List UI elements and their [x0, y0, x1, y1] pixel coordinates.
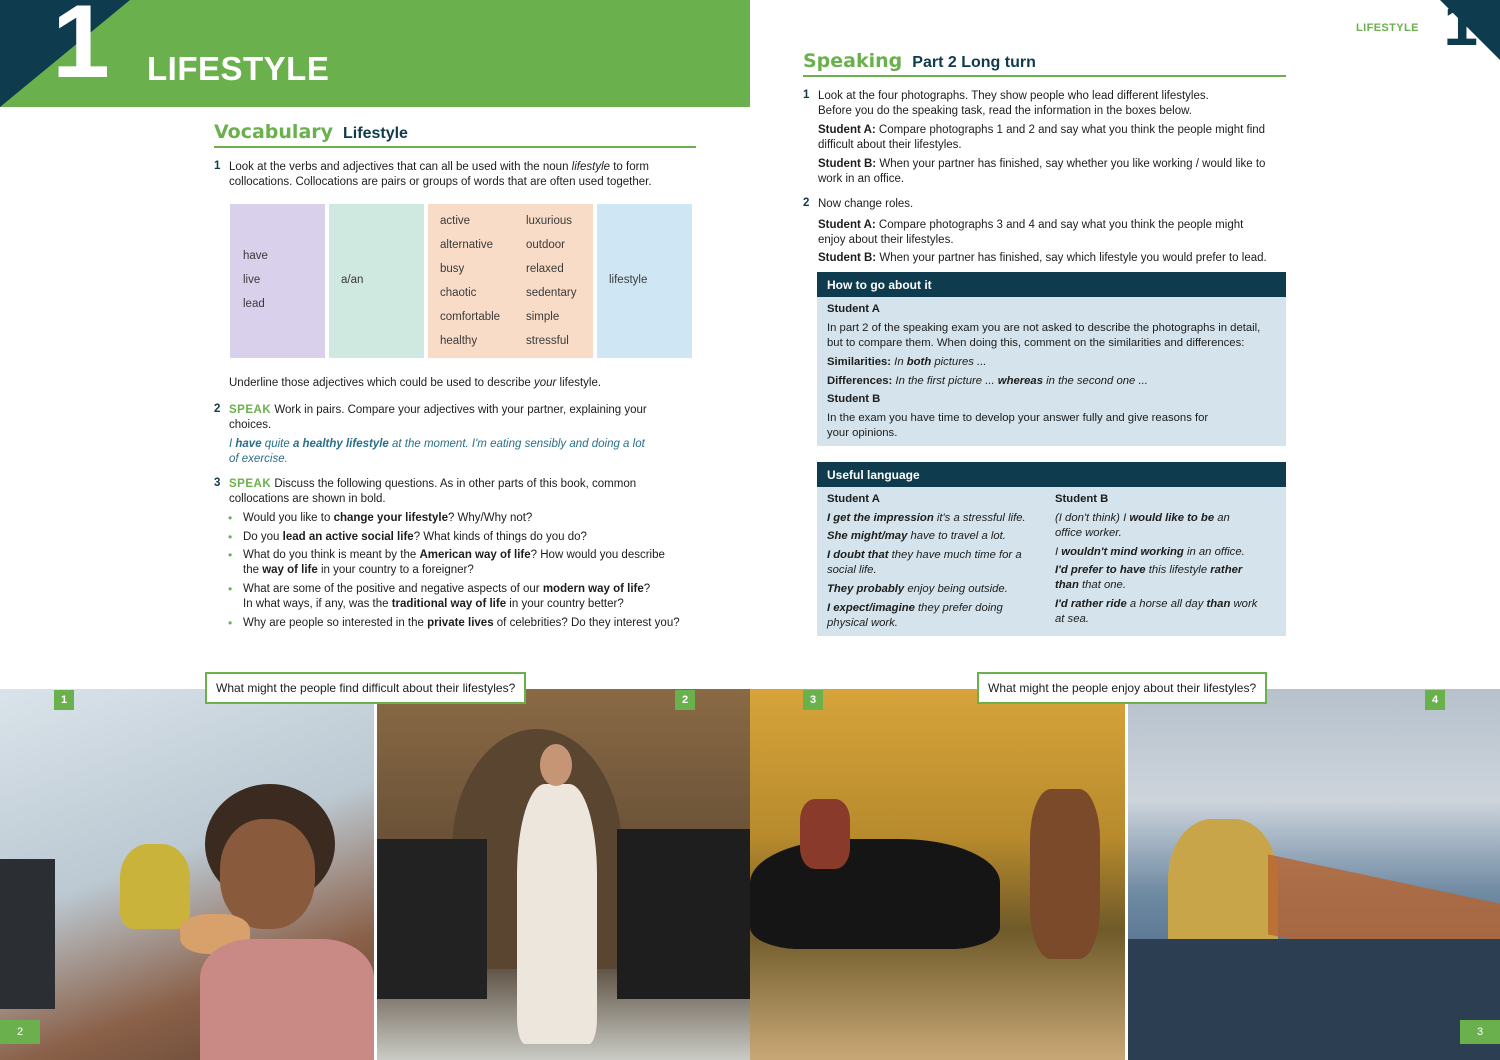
- adjective-word: outdoor: [526, 239, 566, 251]
- exercise-number: 3: [214, 477, 221, 489]
- phrase-a: I get the impression it's a stressful life.: [827, 512, 1026, 524]
- monitor-shape: [0, 859, 55, 1009]
- student-a-head: Student A: [827, 303, 880, 315]
- underline-instruction: Underline those adjectives which could be used to describe your lifestyle.: [229, 377, 602, 389]
- phrase-a: I doubt that they have much time for a social life.: [827, 549, 1022, 576]
- differences-phrase: Differences: In the first picture ... whereas in the second one ...: [827, 375, 1148, 387]
- phrase-a: I expect/imagine they prefer doing physical work.: [827, 602, 1003, 629]
- exercise-number: 1: [803, 89, 810, 101]
- adjective-word: chaotic: [440, 287, 477, 299]
- verb-word: live: [243, 274, 261, 286]
- question-bullet: • Why are people so interested in the private lives of celebrities? Do they interest you?: [228, 616, 698, 631]
- photo-number-tag: 2: [675, 690, 695, 710]
- exercise-2-instruction: SPEAK Work in pairs. Compare your adjectives with your partner, explaining your choices.: [229, 404, 647, 431]
- how-to-title: How to go about it: [817, 272, 1286, 297]
- boat-deck-shape: [1128, 939, 1500, 1060]
- phrase-b: I wouldn't mind working in an office.: [1055, 546, 1245, 558]
- phrase-b: (I don't think) I would like to be an office worker.: [1055, 512, 1230, 539]
- exercise-number: 2: [803, 197, 810, 209]
- adjective-word: comfortable: [440, 311, 501, 323]
- speaking-ex1-instruction: Look at the four photographs. They show people who lead different lifestyles. Before you do the speaking task, read the information in the boxes below.: [818, 90, 1209, 117]
- student-b-head: Student B: [827, 393, 881, 405]
- page-number-right: 3: [1460, 1020, 1500, 1044]
- background-person-shape: [120, 844, 190, 929]
- vocabulary-title: Vocabulary: [214, 121, 334, 143]
- phrase-b: I'd prefer to have this lifestyle rather than that one.: [1055, 564, 1243, 591]
- photo-question-enjoy: What might the people enjoy about their lifestyles?: [977, 672, 1267, 704]
- article-column: [329, 204, 424, 358]
- photo-fisherman: [1128, 689, 1500, 1060]
- adjective-word: alternative: [440, 239, 494, 251]
- chapter-banner: [0, 0, 750, 107]
- cattle-shape: [750, 839, 1000, 949]
- audience-left-shape: [377, 839, 487, 999]
- verb-word: have: [243, 250, 268, 262]
- useful-student-a-head: Student A: [827, 493, 880, 505]
- useful-language-box: [817, 462, 1286, 636]
- speaking-ex2-student-b: Student B: When your partner has finished, say which lifestyle you would prefer to lead.: [818, 252, 1267, 264]
- useful-student-b-head: Student B: [1055, 493, 1109, 505]
- photo-office-worker: [0, 689, 374, 1060]
- vocabulary-heading: [214, 121, 696, 148]
- corner-chapter-number: 1: [1443, 0, 1478, 59]
- adjective-word: simple: [526, 311, 560, 323]
- rider-left-shape: [800, 799, 850, 869]
- face-shape: [220, 819, 315, 929]
- verb-word: lead: [243, 298, 265, 310]
- audience-right-shape: [617, 829, 750, 999]
- photo-number-tag: 1: [54, 690, 74, 710]
- phrase-b: I'd rather ride a horse all day than work at sea.: [1055, 598, 1258, 625]
- how-to-box: [817, 272, 1286, 446]
- speaking-heading: [803, 50, 1286, 77]
- adjective-word: healthy: [440, 335, 478, 347]
- page-number-left: 2: [0, 1020, 40, 1044]
- photo-question-difficult: What might the people find difficult about their lifestyles?: [205, 672, 526, 704]
- question-bullet: • What do you think is meant by the American way of life? How would you describe the way of life in your country to a foreigner?: [228, 548, 698, 577]
- noun-column: [597, 204, 692, 358]
- chapter-title: LIFESTYLE: [147, 50, 330, 87]
- speaking-title: Speaking: [803, 50, 903, 72]
- adjective-word: luxurious: [526, 215, 573, 227]
- adjective-word: active: [440, 215, 471, 227]
- photo-number-tag: 3: [803, 690, 823, 710]
- phrase-a: She might/may have to travel a lot.: [827, 530, 1006, 542]
- student-a-advice: In part 2 of the speaking exam you are not asked to describe the photographs in detail, but to compare them. When doing this, comment on the similarities and differences:: [827, 322, 1261, 349]
- adjective-word: busy: [440, 263, 465, 275]
- photo-number-tag: 4: [1425, 690, 1445, 710]
- photo-cattle-drive: [750, 689, 1125, 1060]
- chapter-number: 1: [52, 0, 110, 100]
- adjective-word: sedentary: [526, 287, 577, 299]
- noun-word: lifestyle: [609, 274, 648, 286]
- question-bullet: • Do you lead an active social life? What kinds of things do you do?: [228, 530, 698, 545]
- speaking-ex1-student-a: Student A: Compare photographs 1 and 2 and say what you think the people might find difficult about their lifestyles.: [818, 124, 1266, 151]
- article-word: a/an: [341, 274, 364, 286]
- question-bullet: • Would you like to change your lifestyle? Why/Why not?: [228, 511, 698, 526]
- adjective-word: stressful: [526, 335, 569, 347]
- exercise-number: 2: [214, 403, 221, 415]
- sweater-shape: [200, 939, 374, 1060]
- exercise-3-instruction: SPEAK Discuss the following questions. As in other parts of this book, common collocations are shown in bold.: [229, 478, 637, 505]
- speaking-ex2-instruction: Now change roles.: [818, 198, 914, 210]
- example-sentence: I have quite a healthy lifestyle at the moment. I'm eating sensibly and doing a lot of exercise.: [229, 438, 645, 465]
- student-b-advice: In the exam you have time to develop your answer fully and give reasons for your opinions.: [827, 412, 1209, 439]
- running-head: LIFESTYLE: [1356, 22, 1419, 34]
- useful-language-title: Useful language: [817, 462, 1286, 487]
- phrase-a: They probably enjoy being outside.: [827, 583, 1008, 595]
- adjectives-column: [428, 204, 593, 358]
- exercise-number: 1: [214, 160, 221, 172]
- exercise-1-instruction: Look at the verbs and adjectives that can all be used with the noun lifestyle to form collocations. Collocations are pairs or groups of words that are often used together.: [229, 161, 652, 188]
- model-head-shape: [540, 744, 572, 786]
- speaking-ex2-student-a: Student A: Compare photographs 3 and 4 and say what you think the people might enjoy about their lifestyles.: [818, 219, 1244, 246]
- model-coat-shape: [517, 784, 597, 1044]
- photo-fashion-model: [377, 689, 750, 1060]
- similarities-phrase: Similarities: In both pictures ...: [827, 356, 987, 368]
- speaking-subtitle: Part 2 Long turn: [912, 54, 1036, 71]
- adjective-word: relaxed: [526, 263, 564, 275]
- horse-rider-shape: [1030, 789, 1100, 959]
- speaking-ex1-student-b: Student B: When your partner has finished, say whether you like working / would like to work in an office.: [818, 158, 1266, 185]
- verbs-column: [230, 204, 325, 358]
- question-bullet: • What are some of the positive and negative aspects of our modern way of life? In what ways, if any, was the traditional way of life in your country better?: [228, 582, 698, 611]
- vocabulary-subtitle: Lifestyle: [343, 125, 408, 142]
